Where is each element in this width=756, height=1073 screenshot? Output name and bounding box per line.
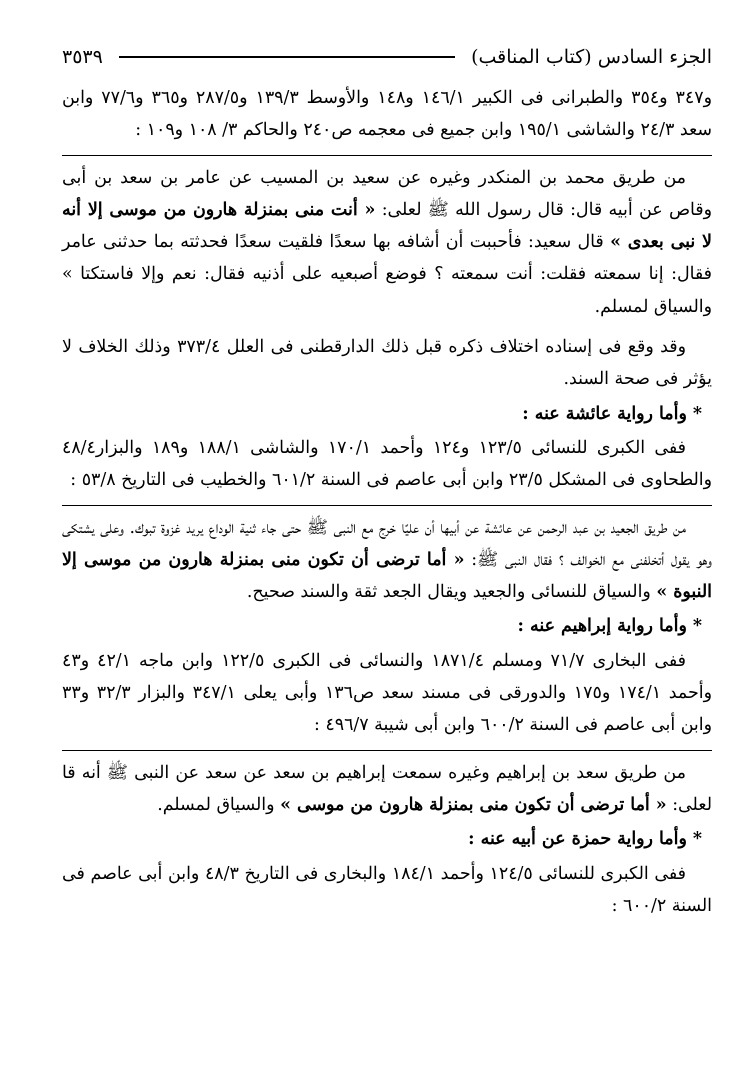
paragraph-text: من طريق سعد بن إبراهيم وغيره سمعت إبراهيم بن سعد عن سعد عن النبى ﷺ أنه قا لعلى: bbox=[62, 762, 712, 815]
paragraph bbox=[62, 858, 712, 923]
running-title: الجزء السادس (كتاب المناقب) bbox=[471, 46, 712, 68]
paragraph-text: والسياق لمسلم. bbox=[157, 794, 281, 815]
section-separator bbox=[62, 155, 712, 156]
hadith-quote: « أما ترضى أن تكون منى بمنزلة هارون من موسى إلا النبوة » bbox=[62, 549, 712, 603]
paragraph-text: و٣٤٧ و٣٥٤ والطبرانى فى الكبير ١٤٦/١ و١٤٨ والأوسط ١٣٩/٣ و٢٨٧/٥ و٣٦٥ و٧٧/٦ وابن سعد ٢٤/٣ والشاشى ١٩٥/١ وابن جميع فى معجمه ص٢٤٠ والحاكم ٣/ ١٠٨ و١٠٩ : bbox=[62, 88, 712, 141]
paragraph-text: وقد وقع فى إسناده اختلاف ذكره قبل ذلك الدارقطنى فى العلل ٣٧٣/٤ وذلك الخلاف لا يؤثر فى صحة السند. bbox=[62, 337, 712, 390]
hadith-quote: « أنت منى بمنزلة هارون من موسى إلا أنه لا نبى بعدى » bbox=[62, 199, 712, 253]
header-rule bbox=[119, 56, 455, 58]
section-separator bbox=[62, 505, 712, 506]
paragraph-text: قال سعيد: فأحببت أن أشافه بها سعدًا فلقيت سعدًا فحدثته بما حدثنى عامر فقال: إنا سمعته فقلت: أنت سمعته ؟ فوضع أصبعيه على أذنيه فقال: نعم وإلا فاستكتا » والسياق لمسلم. bbox=[62, 232, 712, 317]
paragraph-text: من طريق الجعيد بن عبد الرحمن عن عائشة عن أبيها أن عليًا خرج مع النبى ﷺ حتى جاء ثنية الوداع يريد غزوة تبوك. وعلى يشتكى وهو يقول أتخلفنى مع الخوالف ؟ فقال النبى ﷺ: bbox=[62, 517, 712, 570]
page-body bbox=[62, 82, 712, 922]
paragraph-text: ففى الكبرى للنسائى ١٢٣/٥ و١٢٤ وأحمد ١٧٠/١ والشاشى ١٨٨/١ و١٨٩ والبزار٤٨/٤ والطحاوى فى المشكل ٢٣/٥ وابن أبى عاصم فى السنة ٦٠١/٢ والخطيب فى التاريخ ٥٣/٨ : bbox=[62, 437, 712, 491]
paragraph bbox=[62, 82, 712, 147]
page-number: ٣٥٣٩ bbox=[62, 46, 103, 68]
paragraph-text: والسياق للنسائى والجعيد ويقال الجعد ثقة والسند صحيح. bbox=[246, 582, 657, 603]
paragraph bbox=[62, 162, 712, 323]
paragraph-text: ففى البخارى ٧١/٧ ومسلم ١٨٧١/٤ والنسائى فى الكبرى ١٢٢/٥ وابن ماجه ٤٢/١ و٤٣ وأحمد ١٧٤/١ و١٧٥ والدورقى فى مسند سعد ص١٣٦ وأبى يعلى ٣٤٧/١ والبزار ٣٢/٣ و٣٣ وابن أبى عاصم فى السنة ٦٠٠/٢ وابن أبى شيبة ٤٩٦/٧ : bbox=[62, 650, 712, 736]
paragraph bbox=[62, 512, 712, 609]
paragraph-text: ففى الكبرى للنسائى ١٢٤/٥ وأحمد ١٨٤/١ والبخارى فى التاريخ ٤٨/٣ وابن أبى عاصم فى السنة ٦٠٠/٢ : bbox=[62, 863, 712, 916]
section-heading: * وأما رواية عائشة عنه : bbox=[522, 403, 702, 424]
paragraph bbox=[62, 757, 712, 822]
paragraph bbox=[62, 432, 712, 497]
paragraph bbox=[62, 645, 712, 742]
section-heading: * وأما رواية إبراهيم عنه : bbox=[517, 616, 702, 637]
paragraph bbox=[62, 331, 712, 396]
hadith-quote: « أما ترضى أن تكون منى بمنزلة هارون من موسى » bbox=[280, 794, 667, 815]
section-heading: * وأما رواية حمزة عن أبيه عنه : bbox=[468, 829, 702, 850]
book-page bbox=[62, 0, 712, 1073]
page-header bbox=[62, 42, 712, 72]
paragraph-text: من طريق محمد بن المنكدر وغيره عن سعيد بن المسيب عن عامر بن سعد بن أبى وقاص عن أبيه قال: قال رسول الله ﷺ لعلى: bbox=[62, 167, 712, 220]
section-separator bbox=[62, 750, 712, 751]
